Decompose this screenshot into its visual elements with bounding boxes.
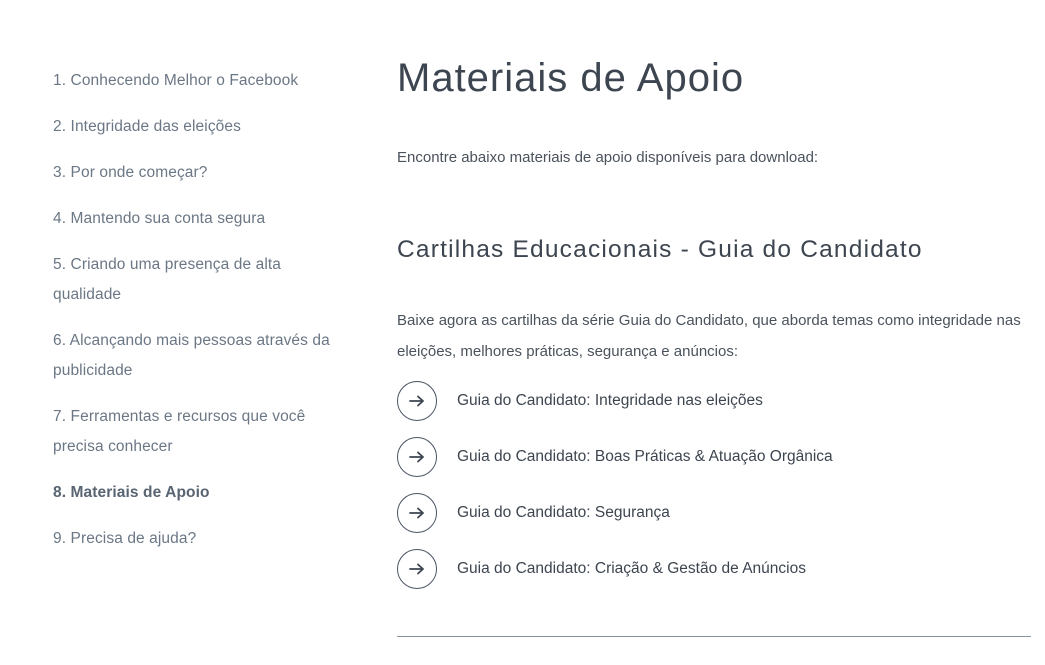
arrow-right-circle-icon[interactable] (397, 437, 437, 477)
section-divider (397, 636, 1031, 637)
download-label[interactable]: Guia do Candidato: Segurança (457, 504, 670, 521)
download-label[interactable]: Guia do Candidato: Criação & Gestão de Anúncios (457, 560, 806, 577)
sidebar-item-presenca-alta-qualidade[interactable]: 5. Criando uma presença de alta qualidade (53, 256, 281, 303)
sidebar-item-por-onde-comecar[interactable]: 3. Por onde começar? (53, 164, 208, 181)
download-label[interactable]: Guia do Candidato: Boas Práticas & Atuação Orgânica (457, 448, 833, 465)
download-list (397, 381, 1031, 605)
sidebar-item-precisa-ajuda[interactable]: 9. Precisa de ajuda? (53, 530, 197, 547)
sidebar-item-conhecendo-facebook[interactable]: 1. Conhecendo Melhor o Facebook (53, 72, 299, 89)
arrow-right-circle-icon[interactable] (397, 549, 437, 589)
download-link-boas-praticas[interactable] (397, 437, 1031, 477)
download-label[interactable]: Guia do Candidato: Integridade nas eleições (457, 392, 763, 409)
section-title: Cartilhas Educacionais - Guia do Candidato (397, 236, 923, 263)
sidebar-item-integridade-eleicoes[interactable]: 2. Integridade das eleições (53, 118, 241, 135)
sidebar-item-publicidade[interactable]: 6. Alcançando mais pessoas através da publicidade (53, 332, 330, 379)
arrow-right-circle-icon[interactable] (397, 493, 437, 533)
sidebar-item-conta-segura[interactable]: 4. Mantendo sua conta segura (53, 210, 266, 227)
download-link-anuncios[interactable] (397, 549, 1031, 589)
sidebar-item-ferramentas-recursos[interactable]: 7. Ferramentas e recursos que você precisa conhecer (53, 408, 306, 455)
arrow-right-circle-icon[interactable] (397, 381, 437, 421)
page-title: Materiais de Apoio (397, 56, 745, 100)
intro-text: Encontre abaixo materiais de apoio disponíveis para download: (397, 149, 819, 166)
section-description: Baixe agora as cartilhas da série Guia do Candidato, que aborda temas como integridade nas eleições, melhores práticas, segurança e anúncios: (397, 312, 1021, 360)
sidebar-nav (53, 66, 333, 570)
download-link-integridade[interactable] (397, 381, 1031, 421)
sidebar-item-materiais-apoio[interactable]: 8. Materiais de Apoio (53, 484, 210, 501)
download-link-seguranca[interactable] (397, 493, 1031, 533)
